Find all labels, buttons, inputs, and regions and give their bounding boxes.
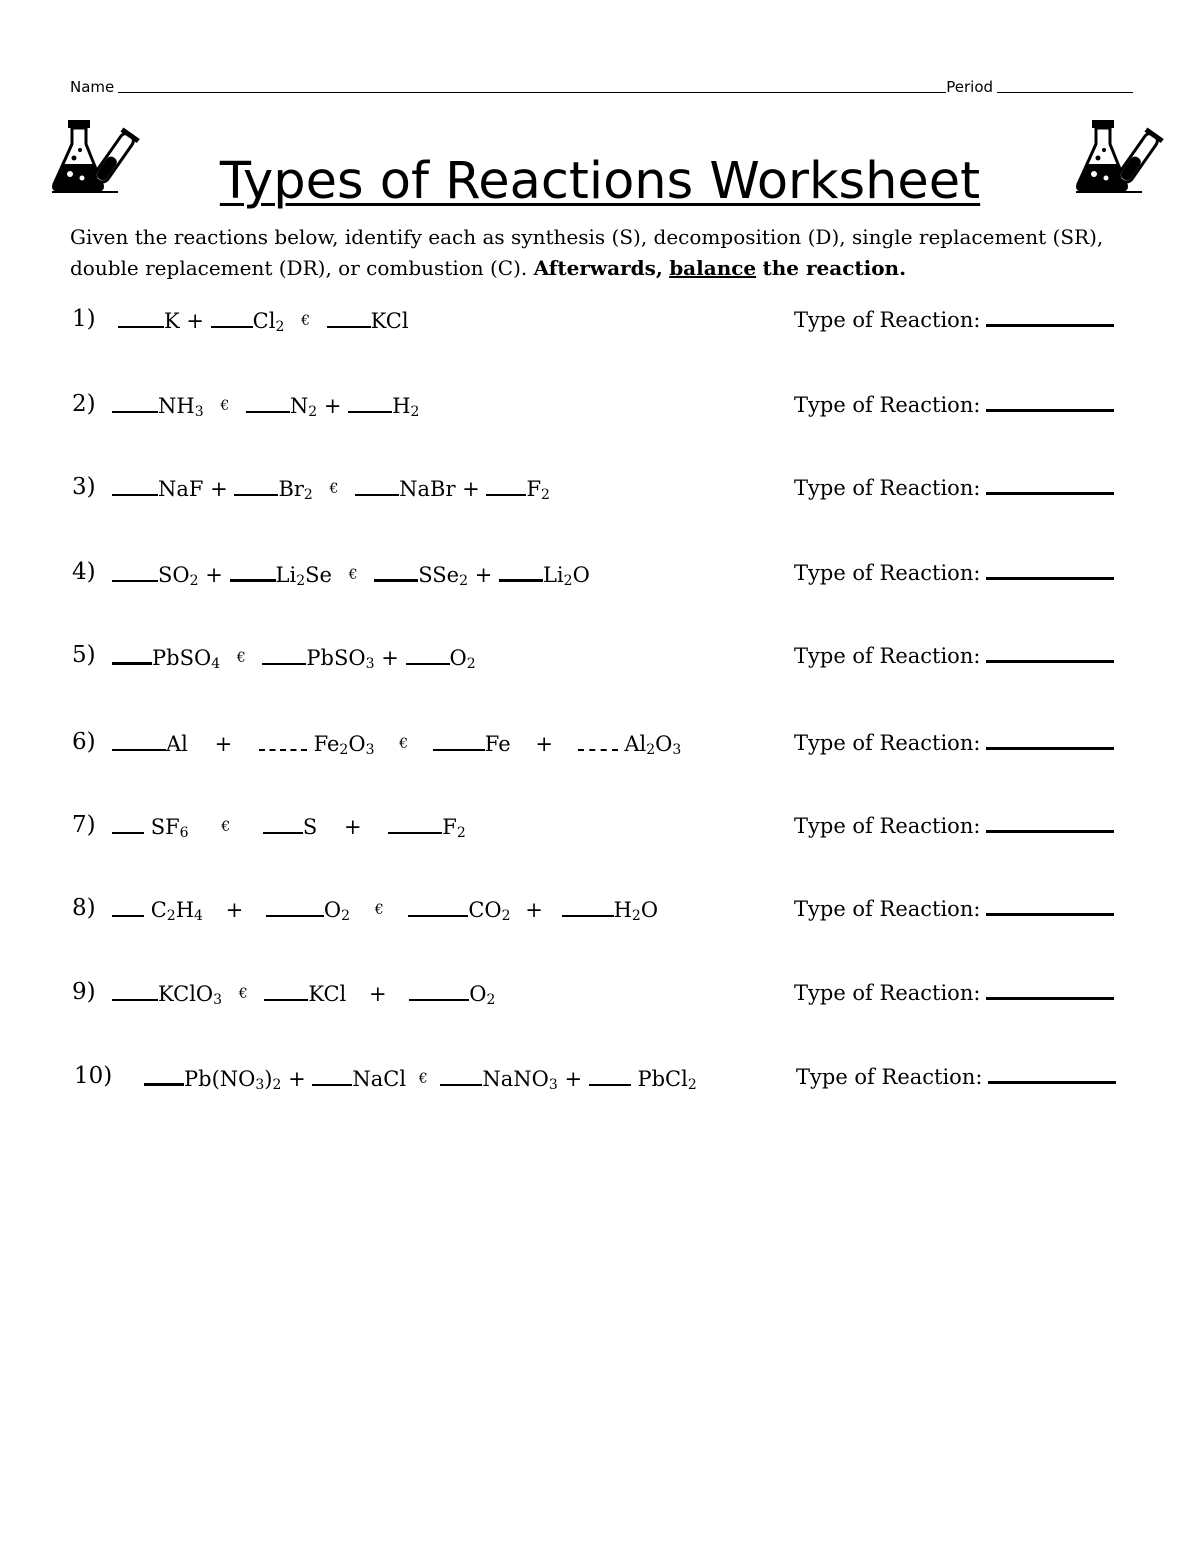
coefficient-blank[interactable]	[259, 731, 307, 751]
coefficient-blank[interactable]	[112, 476, 158, 496]
coefficient-blank[interactable]	[112, 897, 144, 917]
type-answer-field[interactable]	[986, 814, 1114, 833]
coefficient-blank[interactable]	[406, 645, 450, 665]
type-answer-field[interactable]	[986, 393, 1114, 412]
coefficient-blank[interactable]	[266, 897, 324, 917]
type-of-reaction: Type of Reaction:	[794, 393, 1114, 417]
arrow-icon: €	[220, 398, 230, 414]
reaction-number: 3)	[72, 474, 96, 500]
coefficient-blank[interactable]	[264, 981, 308, 1001]
instructions-balance: balance	[669, 256, 757, 280]
coefficient-blank[interactable]	[348, 393, 392, 413]
reaction-number: 6)	[72, 729, 96, 755]
type-of-reaction: Type of Reaction:	[794, 561, 1114, 585]
coefficient-blank[interactable]	[112, 814, 144, 834]
type-of-reaction: Type of Reaction:	[796, 1065, 1116, 1089]
coefficient-blank[interactable]	[440, 1066, 482, 1086]
name-field[interactable]	[118, 92, 946, 93]
reaction-row	[72, 557, 1134, 591]
type-answer-field[interactable]	[986, 561, 1114, 580]
equation: NaF + $Br_2$ € NaBr + $F_2$	[112, 476, 550, 503]
reaction-number: 2)	[72, 391, 96, 417]
page-title: Types of Reactions Worksheet	[219, 152, 981, 211]
reaction-number: 8)	[72, 895, 96, 921]
reaction-number: 7)	[72, 812, 96, 838]
instructions-text: Given the reactions below, identify each as synthesis (S), decomposition (D), single replacement (SR), double replacement (DR), or combustion (C).	[70, 225, 1104, 280]
type-answer-field[interactable]	[986, 897, 1114, 916]
coefficient-blank[interactable]	[409, 981, 469, 1001]
coefficient-blank[interactable]	[374, 561, 418, 582]
equation: $K + Cl_2$ € KCl	[112, 308, 409, 335]
type-of-reaction: Type of Reaction:	[794, 731, 1114, 755]
period-label: Period	[946, 78, 994, 96]
reaction-row	[72, 893, 1134, 927]
equation: $Al + Fe_2O_3$ € $Fe + Al_2O_3$	[112, 731, 681, 758]
arrow-icon: €	[399, 736, 409, 752]
reaction-row	[72, 389, 1134, 423]
reaction-row	[72, 727, 1134, 761]
type-answer-field[interactable]	[988, 1065, 1116, 1084]
instructions	[70, 222, 1140, 284]
type-of-reaction: Type of Reaction:	[794, 644, 1114, 668]
coefficient-blank[interactable]	[144, 1065, 184, 1086]
reaction-number: 10)	[74, 1063, 113, 1089]
coefficient-blank[interactable]	[312, 1066, 352, 1086]
equation: $C_2H_4 + O_2$ € $CO_2 + H_2O$	[112, 897, 658, 924]
coefficient-blank[interactable]	[327, 308, 371, 328]
reaction-row	[72, 810, 1134, 844]
type-answer-field[interactable]	[986, 308, 1114, 327]
type-answer-field[interactable]	[986, 981, 1114, 1000]
coefficient-blank[interactable]	[112, 644, 152, 665]
arrow-icon: €	[329, 481, 339, 497]
name-label: Name	[70, 78, 115, 96]
reaction-row	[72, 640, 1134, 674]
equation: $NH_3$ € $N_2 + H_2$	[112, 393, 419, 420]
arrow-icon: €	[418, 1071, 428, 1087]
coefficient-blank[interactable]	[234, 476, 278, 496]
instructions-afterwards: Afterwards,	[533, 256, 663, 280]
coefficient-blank[interactable]	[263, 814, 303, 834]
coefficient-blank[interactable]	[230, 561, 276, 582]
arrow-icon: €	[221, 819, 231, 835]
equation: KClO$_3$ € KCl + $O_2$	[112, 981, 495, 1008]
type-of-reaction: Type of Reaction:	[794, 476, 1114, 500]
type-of-reaction: Type of Reaction:	[794, 981, 1114, 1005]
type-answer-field[interactable]	[986, 476, 1114, 495]
type-of-reaction: Type of Reaction:	[794, 308, 1114, 332]
coefficient-blank[interactable]	[486, 476, 526, 496]
arrow-icon: €	[374, 902, 384, 918]
coefficient-blank[interactable]	[112, 562, 158, 582]
reaction-number: 4)	[72, 559, 96, 585]
coefficient-blank[interactable]	[112, 731, 166, 751]
coefficient-blank[interactable]	[262, 645, 306, 665]
type-answer-field[interactable]	[986, 731, 1114, 750]
coefficient-blank[interactable]	[355, 476, 399, 496]
reaction-row	[72, 1061, 1134, 1095]
type-answer-field[interactable]	[986, 644, 1114, 663]
equation: $SO_2 + Li_2Se$ € $SSe_2 + Li_2O$	[112, 561, 590, 589]
type-of-reaction: Type of Reaction:	[794, 814, 1114, 838]
reaction-number: 9)	[72, 979, 96, 1005]
coefficient-blank[interactable]	[112, 393, 158, 413]
arrow-icon: €	[301, 313, 310, 329]
coefficient-blank[interactable]	[589, 1066, 631, 1086]
coefficient-blank[interactable]	[112, 981, 158, 1001]
reaction-row	[72, 472, 1134, 506]
instructions-the-reaction: the reaction.	[762, 256, 907, 280]
coefficient-blank[interactable]	[246, 393, 290, 413]
reaction-row	[72, 304, 1134, 338]
coefficient-blank[interactable]	[408, 897, 468, 917]
coefficient-blank[interactable]	[388, 814, 442, 834]
reaction-number: 5)	[72, 642, 96, 668]
coefficient-blank[interactable]	[118, 308, 164, 328]
equation: $Pb(NO_3)_2$ + NaCl € NaNO$_3$ + PbCl$_2$	[144, 1065, 697, 1093]
coefficient-blank[interactable]	[211, 308, 253, 328]
reaction-number: 1)	[72, 306, 96, 332]
reaction-row	[72, 977, 1134, 1011]
coefficient-blank[interactable]	[578, 731, 618, 751]
period-field[interactable]	[997, 92, 1133, 93]
equation: PbSO$_4$ € PbSO$_3$ + $O_2$	[112, 644, 476, 672]
coefficient-blank[interactable]	[562, 897, 614, 917]
arrow-icon: €	[236, 650, 246, 666]
coefficient-blank[interactable]	[499, 561, 543, 582]
coefficient-blank[interactable]	[433, 731, 485, 751]
arrow-icon: €	[348, 567, 358, 583]
type-of-reaction: Type of Reaction:	[794, 897, 1114, 921]
name-period-row	[70, 74, 1133, 96]
arrow-icon: €	[238, 986, 248, 1002]
equation: $SF_6$ € $S + F_2$	[112, 814, 466, 841]
